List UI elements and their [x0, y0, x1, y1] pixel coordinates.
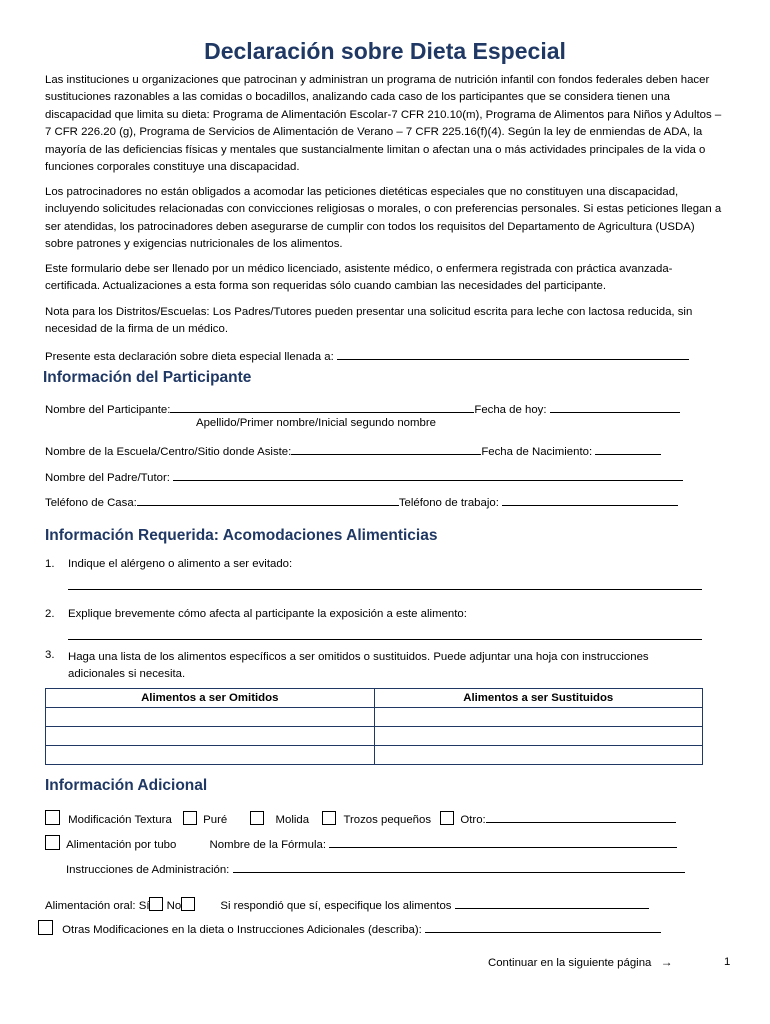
- texture-row: [45, 809, 676, 826]
- oral-row: [45, 895, 649, 912]
- omit-cell[interactable]: [46, 746, 375, 765]
- pure-checkbox[interactable]: [183, 811, 197, 825]
- table-row: [46, 746, 703, 765]
- table-row: [46, 727, 703, 746]
- other-texture-label: Otro:: [460, 814, 486, 826]
- other-texture-checkbox[interactable]: [440, 811, 454, 825]
- q1-text: Indique el alérgeno o alimento a ser evitado:: [68, 558, 293, 570]
- work-phone-label: Teléfono de trabajo:: [398, 497, 499, 509]
- submit-to-row: [45, 346, 689, 363]
- small-pieces-checkbox[interactable]: [322, 811, 336, 825]
- small-pieces-label: Trozos pequeños: [343, 814, 432, 826]
- specify-field[interactable]: [455, 895, 649, 909]
- participant-name-field[interactable]: [170, 399, 474, 413]
- substitute-cell[interactable]: [374, 727, 703, 746]
- tube-row: [45, 834, 677, 851]
- formula-field[interactable]: [329, 834, 677, 848]
- other-mods-label: Otras Modificaciones en la dieta o Instrucciones Adicionales (describa):: [62, 924, 422, 936]
- q1-answer-line[interactable]: [68, 589, 702, 590]
- other-texture-field[interactable]: [486, 809, 676, 823]
- substitute-cell[interactable]: [374, 746, 703, 765]
- intro-paragraph-1: Las instituciones u organizaciones que patrocinan y administran un programa de nutrición infantil con fondos federales deben hacer sustituciones razonables a las comidas o bocadillos, analizando cada caso de los participantes que se considera tienen una discapacidad que limita su dieta: Programa de Alimentación Escolar-7 CFR 210.10(m), Programa de Alimentos para Niños y Adultos – 7 CFR 226.20 (g), Programa de Servicios de Alimentación de Verano – 7 CFR 225.16(f)(4). Según la ley de enmiendas de ADA, la mayoría de las deficiencias físicas y mentales que sustancialmente limitan o afectan una o más actividades principales de la vida o funciones corporales constituye una discapacidad.: [45, 74, 722, 174]
- submit-to-label: Presente esta declaración sobre dieta especial llenada a:: [45, 351, 334, 363]
- other-mods-row: [38, 919, 661, 936]
- continue-label: Continuar en la siguiente página: [488, 957, 652, 969]
- participant-heading: Información del Participante: [43, 369, 252, 386]
- specify-label: Si respondió que sí, especifique los alimentos: [220, 900, 452, 912]
- parent-field[interactable]: [173, 467, 683, 481]
- oral-no-checkbox[interactable]: [181, 897, 195, 911]
- school-label: Nombre de la Escuela/Centro/Sitio donde Asiste:: [45, 446, 292, 458]
- q1-number: 1.: [45, 558, 55, 570]
- parent-label: Nombre del Padre/Tutor:: [45, 472, 170, 484]
- birth-date-field[interactable]: [595, 441, 661, 455]
- continue-note: [488, 955, 673, 969]
- admin-field[interactable]: [233, 859, 685, 873]
- q3-number: 3.: [45, 649, 55, 661]
- oral-no-label: No: [166, 900, 182, 912]
- q3-text: Haga una lista de los alimentos específicos a ser omitidos o sustituidos. Puede adjuntar una hoja con instrucciones adicionales si necesita.: [68, 651, 649, 680]
- today-date-label: Fecha de hoy:: [474, 404, 547, 416]
- oral-yes-label: Sí: [138, 900, 150, 912]
- page-title: Declaración sobre Dieta Especial: [204, 38, 566, 64]
- intro-paragraph-4: Nota para los Distritos/Escuelas: Los Padres/Tutores pueden presentar una solicitud escrita para leche con lactosa reducida, sin necesidad de la firma de un médico.: [45, 306, 693, 336]
- q2-answer-line[interactable]: [68, 639, 702, 640]
- intro-paragraph-3: Este formulario debe ser llenado por un médico licenciado, asistente médico, o enfermera registrada con práctica avanzada-certificada. Actualizaciones a esta forma son requeridas sólo cuando cambian las necesidades del participante.: [45, 263, 673, 293]
- other-mods-field[interactable]: [425, 919, 661, 933]
- birth-date-label: Fecha de Nacimiento:: [481, 446, 593, 458]
- oral-label: Alimentación oral:: [45, 900, 136, 912]
- q2-text: Explique brevemente cómo afecta al participante la exposición a este alimento:: [68, 608, 467, 620]
- q2-number: 2.: [45, 608, 55, 620]
- participant-name-label: Nombre del Participante:: [45, 404, 171, 416]
- food-table: [45, 688, 703, 765]
- texture-checkbox[interactable]: [45, 810, 60, 825]
- table-row: [46, 708, 703, 727]
- page-number: 1: [724, 956, 731, 968]
- work-phone-field[interactable]: [502, 492, 678, 506]
- substitute-cell[interactable]: [374, 708, 703, 727]
- participant-name-hint: Apellido/Primer nombre/Inicial segundo nombre: [196, 417, 436, 429]
- tube-checkbox[interactable]: [45, 835, 60, 850]
- arrow-right-icon: →: [660, 955, 673, 969]
- column-omit-header: Alimentos a ser Omitidos: [46, 689, 375, 708]
- texture-label: Modificación Textura: [68, 814, 172, 826]
- ground-label: Molida: [275, 814, 310, 826]
- submit-to-field[interactable]: [337, 346, 689, 360]
- omit-cell[interactable]: [46, 727, 375, 746]
- oral-yes-checkbox[interactable]: [149, 897, 163, 911]
- intro-paragraph-2: Los patrocinadores no están obligados a acomodar las peticiones dietéticas especiales que no constituyen una discapacidad, incluyendo solicitudes relacionadas con convicciones religiosas o morales, o con preferencias personales. Si estas peticiones llegan a ser atendidas, los patrocinadores deben asegurarse de cumplir con todos los requisitos del Departamento de Agricultura (USDA) sobre patrones y exigencias nutricionales de los alimentos.: [45, 186, 722, 251]
- admin-row: [66, 859, 685, 876]
- school-field[interactable]: [291, 441, 481, 455]
- admin-label: Instrucciones de Administración:: [66, 864, 230, 876]
- participant-name-row: [45, 399, 680, 416]
- home-phone-label: Teléfono de Casa:: [45, 497, 137, 509]
- other-mods-checkbox[interactable]: [38, 920, 53, 935]
- table-header-row: [46, 689, 703, 708]
- today-date-field[interactable]: [550, 399, 680, 413]
- home-phone-field[interactable]: [137, 492, 399, 506]
- tube-label: Alimentación por tubo: [66, 839, 177, 851]
- omit-cell[interactable]: [46, 708, 375, 727]
- column-substitute-header: Alimentos a ser Sustituidos: [374, 689, 703, 708]
- parent-row: [45, 467, 683, 484]
- school-row: [45, 441, 661, 458]
- formula-label: Nombre de la Fórmula:: [209, 839, 327, 851]
- additional-heading: Información Adicional: [45, 777, 208, 794]
- phone-row: [45, 492, 678, 509]
- required-heading: Información Requerida: Acomodaciones Alimenticias: [45, 527, 438, 544]
- ground-checkbox[interactable]: [250, 811, 264, 825]
- pure-label: Puré: [203, 814, 228, 826]
